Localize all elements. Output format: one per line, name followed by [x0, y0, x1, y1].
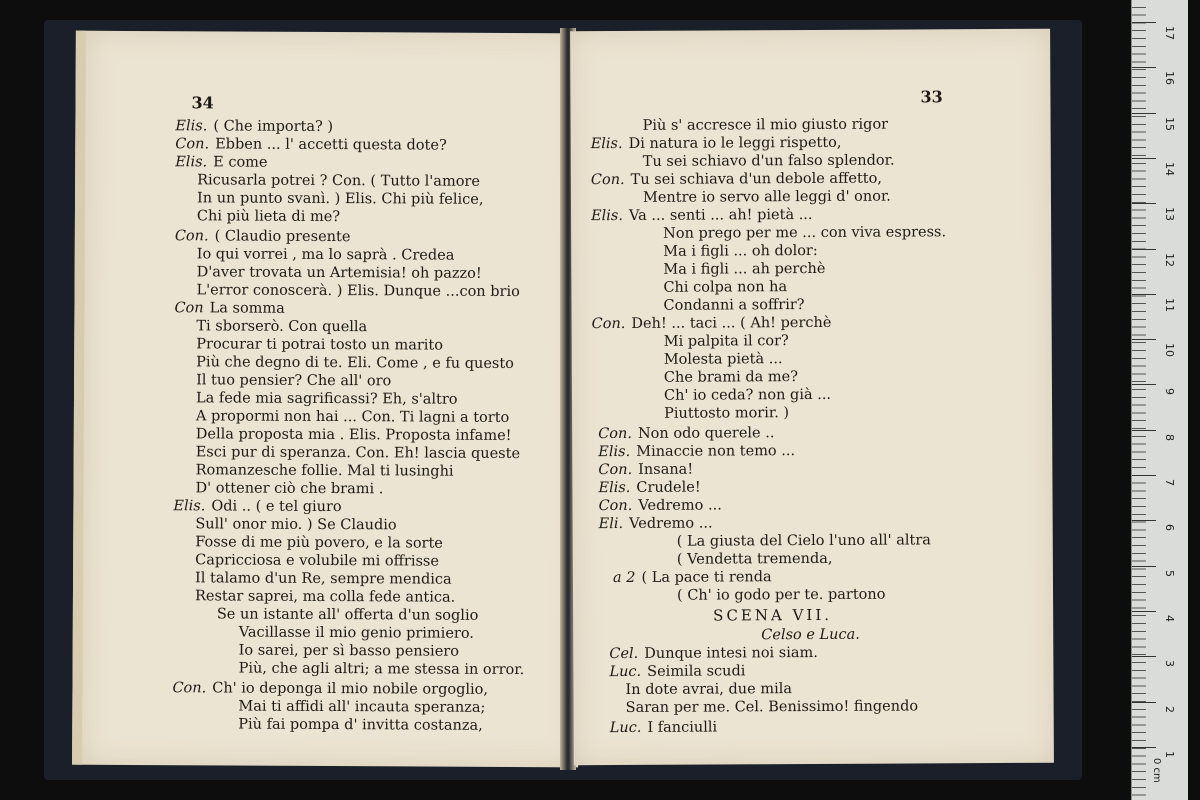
text-line: [196, 443, 520, 463]
line-text: Deh! ... taci ... ( Ah! perchè: [631, 314, 832, 332]
text-line: [677, 586, 886, 605]
line-text: Vedremo ...: [629, 515, 713, 532]
ruler-major-tick: [1132, 611, 1156, 612]
speaker-label: Con.: [590, 171, 625, 189]
left-page: [72, 31, 582, 768]
text-line: [238, 698, 485, 717]
speaker-label: Con.: [175, 136, 210, 153]
ruler-major-tick: [1132, 747, 1156, 748]
ruler-major-tick: [1132, 656, 1156, 657]
text-line: [591, 206, 813, 225]
text-line: [197, 281, 520, 301]
ruler-number: 5: [1163, 569, 1176, 577]
text-line: [196, 335, 443, 354]
line-text: Dunque intesi noi siam.: [644, 644, 818, 662]
text-line: [599, 515, 713, 534]
text-line: [197, 171, 480, 190]
line-text: Più, che agli altri; a me stessa in orror.: [238, 660, 525, 679]
text-line: [174, 299, 284, 318]
text-line: [591, 170, 882, 190]
line-text: SCENA VII.: [713, 605, 833, 625]
line-text: Esci pur di speranza. Con. Eh! lascia queste: [195, 444, 521, 463]
scene-cast: [761, 626, 860, 645]
line-text: Non prego per me ... con viva espress.: [663, 224, 947, 242]
line-text: Romanzesche follie. Mal ti lusinghi: [195, 462, 454, 480]
ruler-major-tick: [1132, 475, 1156, 476]
text-line: [664, 332, 789, 351]
speaker-label: Elis.: [598, 479, 631, 497]
text-line: [613, 568, 772, 587]
text-line: [664, 404, 789, 423]
line-text: ( La giusta del Cielo l'uno all' altra: [676, 532, 931, 550]
line-text: Minaccie non temo ...: [636, 443, 796, 460]
line-text: Chi più lieta di me?: [196, 208, 341, 226]
text-line: [598, 442, 795, 461]
text-line: [238, 716, 483, 735]
right-page: [570, 29, 1054, 766]
line-text: Vedremo ...: [638, 497, 722, 514]
text-line: [196, 389, 458, 408]
speaker-label: Elis.: [173, 498, 206, 515]
line-text: Capricciosa e volubile mi offrisse: [195, 552, 439, 570]
line-text: Il tuo pensier? Che all' oro: [196, 372, 392, 390]
line-text: Molesta pietà ...: [663, 351, 783, 368]
line-text: ( La pace ti renda: [641, 569, 772, 586]
line-text: Se un istante all' offerta d'un soglio: [216, 606, 479, 624]
text-line: [677, 531, 931, 550]
text-line: [609, 662, 745, 681]
ruler-major-tick: [1132, 339, 1156, 340]
line-text: Crudele!: [636, 479, 701, 496]
text-line: [598, 424, 774, 443]
text-line: [663, 223, 946, 242]
text-line: [217, 605, 479, 624]
text-line: [195, 479, 383, 498]
line-text: ( Vendetta tremenda,: [676, 550, 833, 568]
text-line: [592, 314, 832, 333]
line-text: Mi palpita il cor?: [663, 333, 789, 350]
line-text: La fede mia sagrificassi? Eh, s'altro: [195, 390, 458, 408]
speaker-label: Con.: [598, 497, 633, 515]
text-line: [610, 719, 717, 738]
ruler-unit: 0 cm: [1151, 758, 1162, 783]
text-line: [196, 425, 512, 445]
text-line: [663, 296, 804, 315]
ruler-number: 11: [1163, 297, 1176, 312]
text-line: [643, 188, 891, 207]
speaker-label: Elis.: [591, 207, 624, 225]
text-line: [643, 152, 895, 171]
line-text: ( Che importa? ): [213, 118, 334, 136]
line-text: ( Claudio presente: [214, 228, 351, 246]
line-text: Piuttosto morir. ): [664, 405, 790, 422]
line-text: Non odo querele ..: [637, 425, 775, 442]
line-text: Procurar ti potrai tosto un marito: [196, 336, 444, 354]
text-line: [598, 479, 700, 498]
text-line: [663, 278, 787, 297]
ruler-number: 10: [1163, 343, 1176, 358]
text-line: [598, 461, 693, 479]
text-line: [591, 134, 842, 153]
line-text: D' ottener ciò che brami .: [195, 480, 384, 498]
speaker-label: Con.: [598, 425, 633, 443]
line-text: Più che degno di te. Eli. Come , e fu questo: [196, 354, 514, 372]
speaker-label: Luc.: [609, 719, 642, 737]
text-line: [239, 642, 459, 661]
ruler-major-tick: [1132, 294, 1156, 295]
text-line: [173, 497, 341, 516]
line-text: Della proposta mia . Elis. Proposta infame!: [195, 426, 512, 444]
line-text: L'error conoscerà. ) Elis. Dunque ...con brio: [196, 282, 520, 301]
text-line: [625, 680, 792, 699]
ruler-number: 4: [1163, 614, 1176, 622]
line-text: Più fai pompa d' invitta costanza,: [238, 716, 483, 734]
speaker-label: Con.: [172, 680, 207, 697]
line-text: Ricusarla potrei ? Con. ( Tutto l'amore: [197, 172, 481, 190]
line-text: Il talamo d'un Re, sempre mendica: [195, 570, 452, 588]
line-text: Celso e Luca.: [761, 626, 860, 644]
text-line: [197, 245, 455, 264]
line-text: La somma: [209, 300, 285, 317]
line-text: I fanciulli: [647, 719, 718, 736]
line-text: Seimila scudi: [647, 663, 746, 680]
ruler-number: 15: [1163, 116, 1176, 131]
ruler-major-tick: [1132, 384, 1156, 385]
line-text: Mentre io servo alle leggi d' onor.: [642, 188, 891, 206]
ruler-major-tick: [1132, 430, 1156, 431]
text-line: [599, 496, 722, 515]
speaker-label: Luc.: [609, 663, 642, 681]
line-text: Sull' onor mio. ) Se Claudio: [195, 516, 397, 534]
speaker-label: Con: [174, 300, 204, 317]
line-text: Ch' io ceda? non già ...: [663, 386, 832, 404]
text-line: [196, 461, 454, 480]
ruler-number: 16: [1163, 71, 1176, 86]
text-line: [175, 227, 351, 246]
line-text: A propormi non hai ... Con. Ti lagni a torto: [195, 408, 510, 426]
line-text: ( Ch' io godo per te. partono: [676, 586, 886, 604]
text-line: [664, 350, 783, 369]
ruler-number: 13: [1163, 207, 1176, 222]
ruler-major-tick: [1132, 249, 1156, 250]
ruler-major-tick: [1132, 67, 1156, 68]
ruler-number: 14: [1163, 161, 1176, 176]
speaker-label: Eli.: [598, 515, 624, 533]
text-line: [175, 117, 333, 136]
ruler-number: 2: [1163, 705, 1176, 713]
text-line: [643, 116, 889, 135]
line-text: Insana!: [638, 461, 694, 478]
ruler-major-tick: [1132, 22, 1156, 23]
scene-heading: [713, 606, 832, 626]
ruler-major-tick: [1132, 702, 1156, 703]
ruler-major-tick: [1132, 113, 1156, 114]
speaker-label: Con.: [598, 461, 633, 479]
line-text: Saran per me. Cel. Benissimo! fingendo: [625, 698, 919, 716]
text-line: [677, 550, 833, 569]
line-text: Io qui vorrei , ma lo saprà . Credea: [196, 246, 455, 264]
ruler-number: 9: [1163, 388, 1176, 396]
text-line: [196, 371, 391, 390]
text-line: [239, 624, 474, 643]
line-text: Chi colpa non ha: [663, 279, 788, 296]
line-text: Tu sei schiavo d'un falso splendor.: [642, 152, 895, 170]
ruler-major-tick: [1132, 566, 1156, 567]
ruler-major-tick: [1132, 203, 1156, 204]
text-line: [196, 407, 509, 427]
text-line: [626, 697, 919, 717]
line-text: Restar saprei, ma colla fede antica.: [194, 588, 456, 606]
text-line: [197, 263, 482, 282]
line-text: Condanni a soffrir?: [663, 297, 805, 314]
line-text: Mai ti affidi all' incauta speranza;: [238, 698, 486, 716]
speaker-label: Elis.: [598, 443, 631, 461]
text-line: [172, 679, 488, 699]
text-line: [239, 660, 525, 679]
line-text: E come: [213, 154, 268, 171]
line-text: Che brami da me?: [663, 369, 799, 386]
text-line: [195, 569, 452, 588]
speaker-label: Con.: [174, 228, 209, 245]
text-line: [195, 551, 439, 570]
line-text: Più s' accresce il mio giusto rigor: [642, 116, 889, 134]
ruler-number: 7: [1163, 479, 1176, 486]
ruler-number: 6: [1163, 524, 1176, 532]
ruler-major-tick: [1132, 520, 1156, 521]
text-line: [663, 242, 818, 261]
ruler-number: 12: [1163, 252, 1176, 267]
ruler-number: 1: [1163, 750, 1176, 758]
text-line: [175, 135, 447, 154]
ruler-number: 17: [1163, 26, 1176, 40]
text-line: [195, 515, 396, 534]
text-line: [197, 207, 340, 226]
speaker-label: a 2: [612, 569, 636, 587]
line-text: Fosse di me più povero, e la sorte: [195, 534, 443, 552]
ruler-number: 3: [1163, 660, 1176, 668]
ruler-number: 8: [1163, 433, 1176, 441]
text-line: [195, 587, 455, 606]
text-line: [195, 533, 443, 552]
speaker-label: Cel.: [609, 645, 639, 663]
speaker-label: Elis.: [175, 154, 208, 171]
text-line: [609, 644, 818, 663]
line-text: Va ... senti ... ah! pietà ...: [628, 206, 813, 224]
text-line: [196, 353, 514, 373]
speaker-label: Con.: [591, 315, 626, 333]
line-text: Io sarei, per sì basso pensiero: [238, 642, 460, 660]
text-line: [663, 260, 825, 279]
line-text: Tu sei schiava d'un debole affetto,: [630, 170, 882, 188]
page-number: 33: [920, 87, 943, 107]
line-text: Ch' io deponga il mio nobile orgoglio,: [212, 680, 489, 698]
line-text: Odi .. ( e tel giuro: [211, 498, 342, 516]
line-text: Vacillasse il mio genio primiero.: [238, 624, 474, 642]
ruler-major-tick: [1132, 158, 1156, 159]
page-number: 34: [191, 93, 214, 113]
line-text: Di natura io le leggi rispetto,: [628, 134, 842, 152]
speaker-label: Elis.: [590, 135, 623, 153]
line-text: Ti sborserò. Con quella: [196, 318, 368, 336]
text-line: [664, 368, 798, 387]
text-line: [664, 386, 831, 405]
line-text: In dote avrai, due mila: [625, 681, 793, 698]
text-line: [175, 153, 267, 171]
text-line: [196, 317, 367, 336]
line-text: Ma i figli ... ah perchè: [663, 260, 826, 278]
measuring-ruler: [1131, 0, 1188, 800]
line-text: In un punto svanì. ) Elis. Chi più felice,: [197, 190, 484, 208]
text-line: [197, 189, 484, 208]
line-text: Ebben ... l' accetti questa dote?: [215, 136, 447, 154]
speaker-label: Elis.: [175, 118, 208, 135]
line-text: Ma i figli ... oh dolor:: [663, 242, 818, 260]
line-text: D'aver trovata un Artemisia! oh pazzo!: [196, 264, 482, 282]
